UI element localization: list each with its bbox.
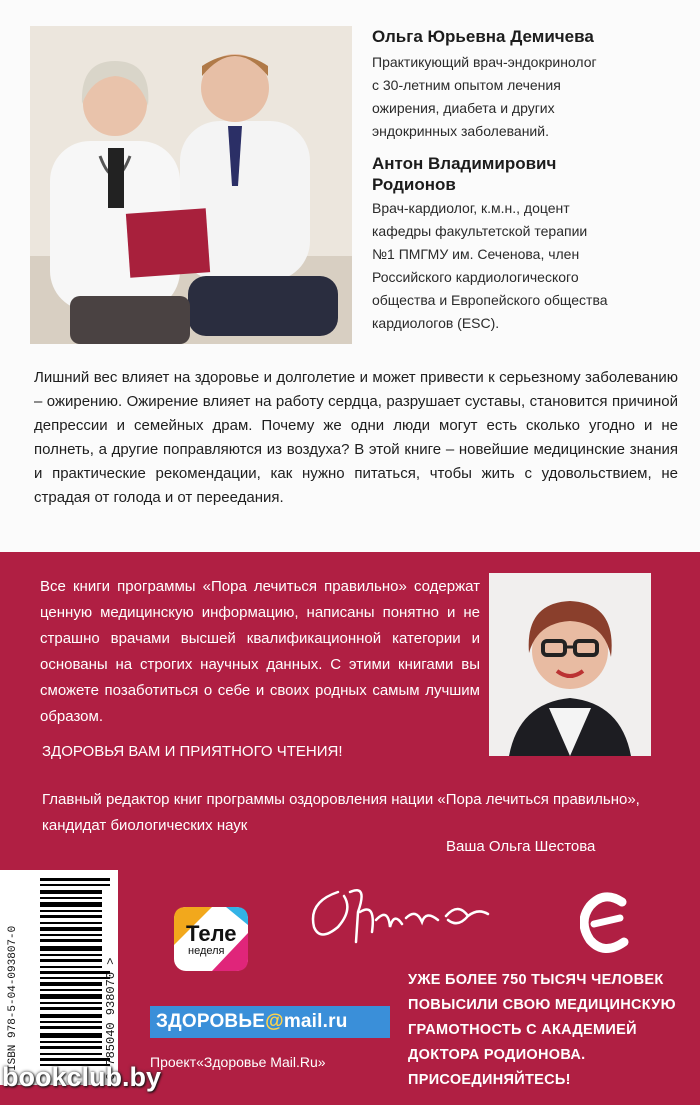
bio-line: кардиологов (ESC).: [372, 315, 500, 331]
editor-photo: [489, 573, 651, 756]
author-2-bio: [372, 197, 684, 335]
promo-line: УЖЕ БОЛЕЕ 750 ТЫСЯЧ ЧЕЛОВЕК: [408, 972, 664, 988]
promo-line: ПРИСОЕДИНЯЙТЕСЬ!: [408, 1072, 571, 1088]
bio-line: Врач-кардиолог, к.м.н., доцент: [372, 200, 570, 216]
watermark: bookclub.by: [2, 1062, 162, 1092]
author-1-bio: [372, 51, 684, 143]
author-bios: [372, 26, 684, 335]
signature: [298, 872, 496, 952]
bio-line: Российского кардиологического: [372, 269, 579, 285]
barcode-digits: 9 785040 938070 >: [104, 957, 118, 1080]
authors-photo: [30, 26, 352, 344]
tele-logo-line2: неделя: [188, 945, 225, 957]
publisher-logo: [580, 888, 634, 958]
promo-text: [408, 968, 678, 1093]
author-1-name: Ольга Юрьевна Демичева: [372, 27, 594, 46]
tele-nedelya-logo: [172, 905, 250, 973]
editor-signoff: Ваша Ольга Шестова: [446, 838, 596, 855]
zdorovie-logo-right: mail.ru: [283, 1011, 348, 1032]
bio-line: ожирения, диабета и других: [372, 100, 555, 116]
promo-line: ГРАМОТНОСТЬ С АКАДЕМИЕЙ: [408, 1022, 637, 1038]
zdorovie-logo-at: @: [265, 1011, 284, 1032]
tele-logo-line1: Теле: [186, 921, 237, 946]
project-caption: Проект«Здоровье Mail.Ru»: [150, 1054, 326, 1070]
zdorovie-logo-left: ЗДОРОВЬЕ: [156, 1011, 266, 1032]
editor-line: Главный редактор книг программы оздоровления нации «Пора лечиться правильно», кандидат биологических наук: [42, 791, 640, 834]
bio-line: №1 ПМГМУ им. Сеченова, член: [372, 246, 580, 262]
zdorovie-mail-logo: [150, 1006, 390, 1038]
book-description: Лишний вес влияет на здоровье и долголетие и может привести к серьезному заболеванию – ожирению. Ожирение влияет на работу сердца, разрушает суставы, становится причиной депрессии и семейных драм. Почему же одни люди могут есть сколько угодно и не полнеть, а другие поправляются из воздуха? В этой книге – новейшие медицинские знания и практические рекомендации, как нужно питаться, чтобы жить с удовольствием, не страдая от голода и от переедания.: [34, 369, 678, 506]
bio-line: Практикующий врач-эндокринолог: [372, 54, 597, 70]
author-2-name-line1: Антон Владимирович: [372, 154, 557, 173]
bio-line: общества и Европейского общества: [372, 292, 608, 308]
program-text: Все книги программы «Пора лечиться правильно» содержат ценную медицинскую информацию, написаны понятно и не страшно врачами высшей квалификационной категории и основаны на строгих научных данных. С этими книгами вы сможете позаботиться о себе и своих родных самым лучшим образом.: [40, 578, 480, 725]
bio-line: кафедры факультетской терапии: [372, 223, 588, 239]
greeting: ЗДОРОВЬЯ ВАМ И ПРИЯТНОГО ЧТЕНИЯ!: [42, 743, 343, 760]
author-2-name-line2: Родионов: [372, 175, 456, 194]
bio-line: с 30-летним опытом лечения: [372, 77, 561, 93]
author-2-name: [372, 153, 684, 195]
isbn-number: ISBN 978-5-04-093807-0: [7, 925, 19, 1071]
promo-line: ПОВЫСИЛИ СВОЮ МЕДИЦИНСКУЮ: [408, 997, 676, 1013]
bio-line: эндокринных заболеваний.: [372, 123, 549, 139]
promo-line: ДОКТОРА РОДИОНОВА.: [408, 1047, 586, 1063]
